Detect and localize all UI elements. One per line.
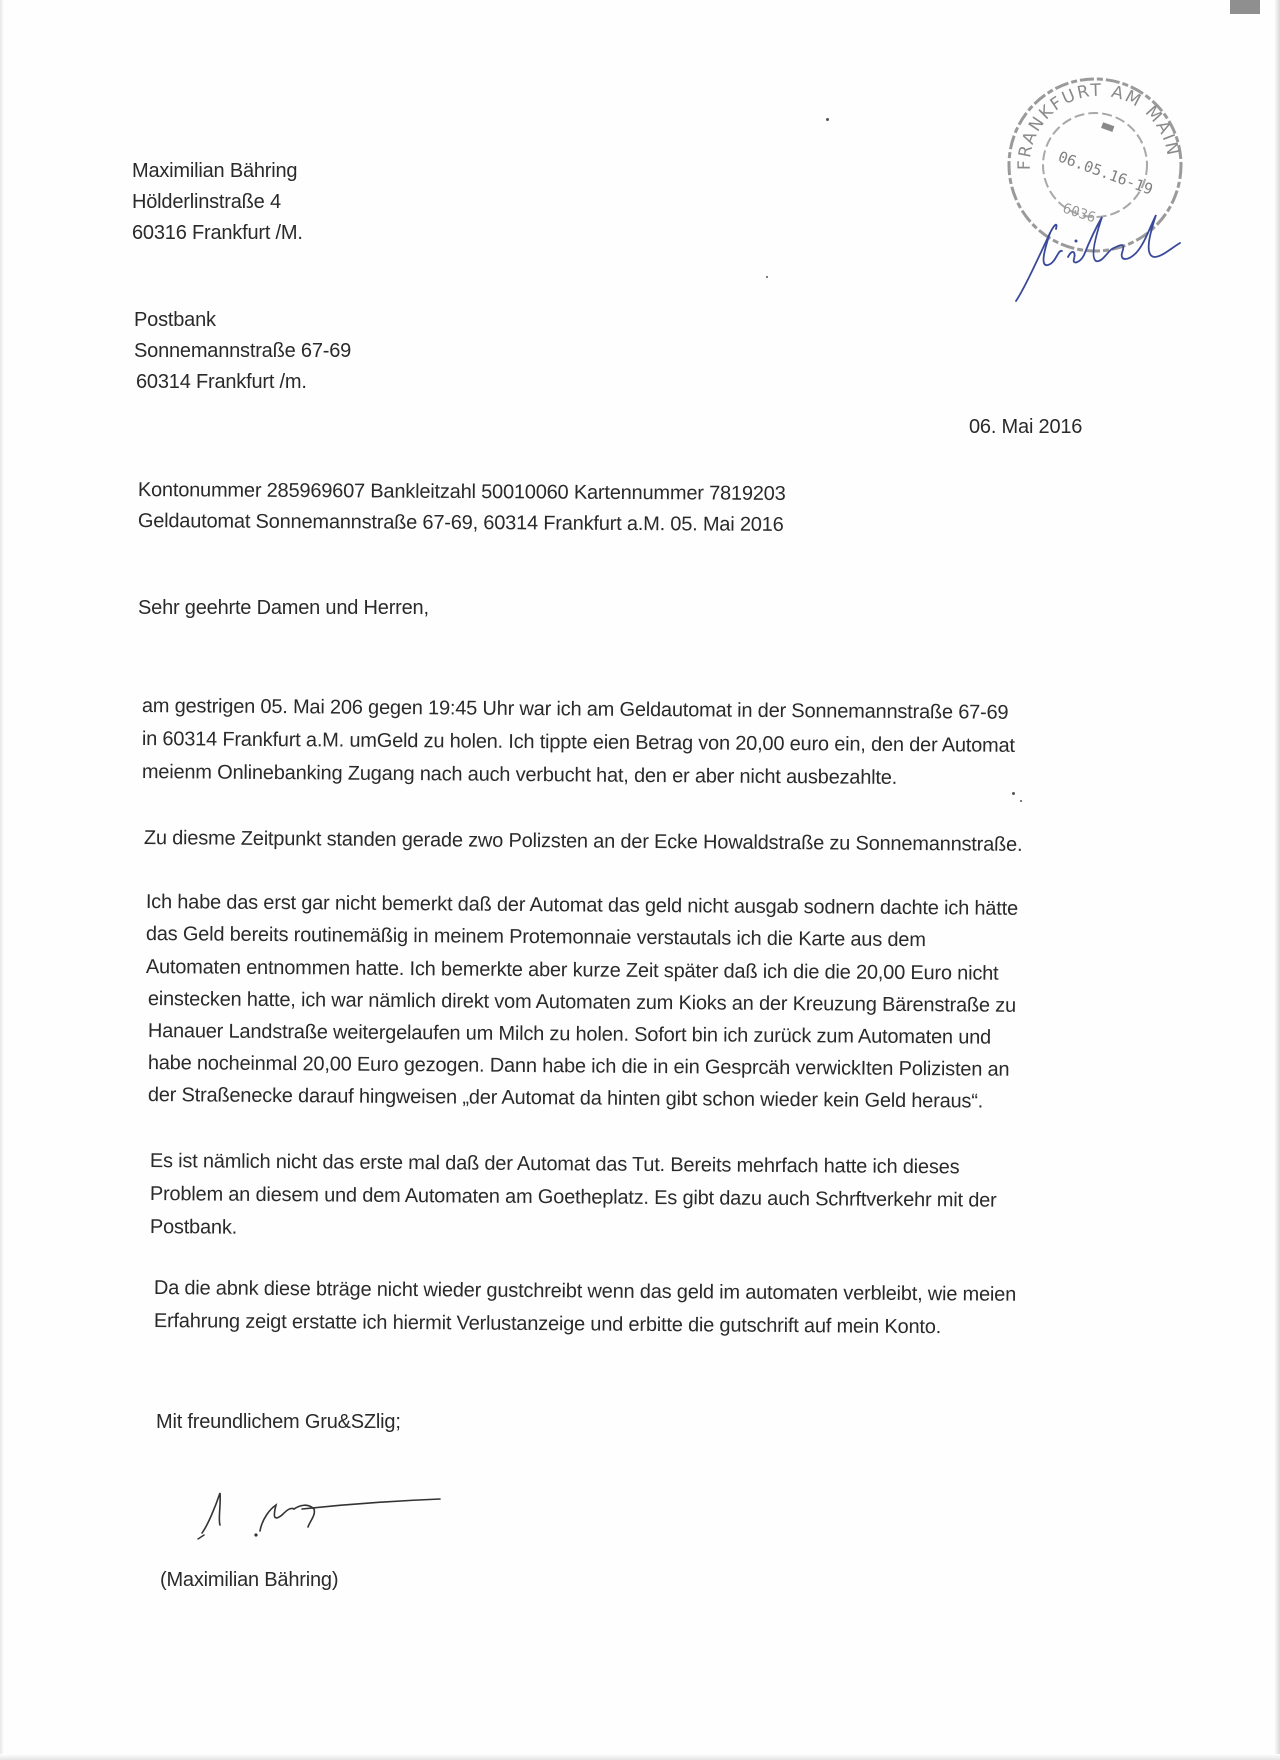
body-line: Erfahrung zeigt erstatte ich hiermit Verlustanzeige und erbitte die gutschrift auf mein Konto.: [153, 1309, 942, 1339]
body-line: Problem an diesem und dem Automaten am Goetheplatz. Es gibt dazu auch Schrftverkehr mit der: [149, 1182, 997, 1212]
closing: Mit freundlichem Gru&SZlig;: [156, 1411, 401, 1433]
recipient-name: Postbank: [134, 309, 216, 331]
scan-speck: [826, 118, 829, 121]
signature-name: (Maximilian Bähring): [160, 1569, 339, 1591]
scan-speck: [766, 276, 768, 278]
stamp-mark: [1101, 122, 1114, 132]
body-line: Postbank.: [149, 1215, 238, 1239]
body-line: am gestrigen 05. Mai 206 gegen 19:45 Uhr war ich am Geldautomat in der Sonnemannstraße 67-69: [141, 694, 1009, 724]
sender-city: 60316 Frankfurt /M.: [132, 222, 303, 244]
stamp-number: 6036: [1060, 200, 1098, 227]
recipient-city: 60314 Frankfurt /m.: [136, 371, 307, 393]
body-line: der Straßenecke darauf hingweisen „der Automat da hinten gibt schon wieder kein Geld heraus“.: [147, 1083, 984, 1113]
svg-text:FRANKFURT AM MAIN: [1015, 81, 1183, 170]
scan-artifact: [1230, 0, 1260, 14]
stamp-ring-text: FRANKFURT AM MAIN: [1014, 80, 1183, 171]
handwritten-signature: [190, 1475, 450, 1555]
body-line: einstecken hatte, ich war nämlich direkt vom Automaten zum Kioks an der Kreuzung Bärenstraße zu: [147, 987, 1017, 1017]
body-line: das Geld bereits routinemäßig in meinem Protemonnaie verstautals ich die Karte aus dem: [145, 922, 926, 952]
scan-speck: [1012, 792, 1015, 795]
official-signature: [1010, 205, 1190, 315]
scan-edge-left: [0, 0, 4, 1760]
subject-line: Geldautomat Sonnemannstraße 67-69, 60314 Frankfurt a.M. 05. Mai 2016: [137, 509, 784, 536]
stamp-date: 06.05.16-19: [1055, 147, 1156, 199]
body-line: Zu diesme Zeitpunkt standen gerade zwo Polizsten an der Ecke Howaldstraße zu Sonnemannstraße.: [143, 826, 1023, 856]
recipient-street: Sonnemannstraße 67-69: [134, 340, 352, 362]
body-line: habe nocheinmal 20,00 Euro gezogen. Dann habe ich die in ein Gesprcäh verwickIten Polizisten an: [147, 1051, 1010, 1081]
letter-date: 06. Mai 2016: [969, 416, 1083, 438]
scan-edge-bottom: [0, 1754, 1280, 1760]
body-line: Da die abnk diese bträge nicht wieder gustchreibt wenn das geld im automaten verbleibt, wie meien: [153, 1276, 1017, 1306]
salutation: Sehr geehrte Damen und Herren,: [138, 597, 429, 619]
subject-line: Kontonummer 285969607 Bankleitzahl 50010060 Kartennummer 7819203: [137, 478, 786, 505]
sender-name: Maximilian Bähring: [132, 160, 298, 182]
body-line: Hanauer Landstraße weitergelaufen um Milch zu holen. Sofort bin ich zurück zum Automaten und: [147, 1019, 992, 1049]
body-line: Automaten entnommen hatte. Ich bemerkte aber kurze Zeit später daß ich die die 20,00 Euro nicht: [145, 955, 999, 985]
body-line: in 60314 Frankfurt a.M. umGeld zu holen. Ich tippte eien Betrag von 20,00 euro ein, den der Automat: [141, 727, 1015, 757]
body-line: Ich habe das erst gar nicht bemerkt daß der Automat das geld nicht ausgab sodnern dachte ich hätte: [145, 890, 1018, 920]
body-line: Es ist nämlich nicht das erste mal daß der Automat das Tut. Bereits mehrfach hatte ich dieses: [149, 1149, 960, 1179]
scan-edge-right: [1274, 0, 1280, 1760]
scan-speck: [1020, 800, 1022, 802]
sender-street: Hölderlinstraße 4: [132, 191, 281, 213]
body-line: meienm Onlinebanking Zugang nach auch verbucht hat, den er aber nicht ausbezahlte.: [141, 760, 898, 789]
